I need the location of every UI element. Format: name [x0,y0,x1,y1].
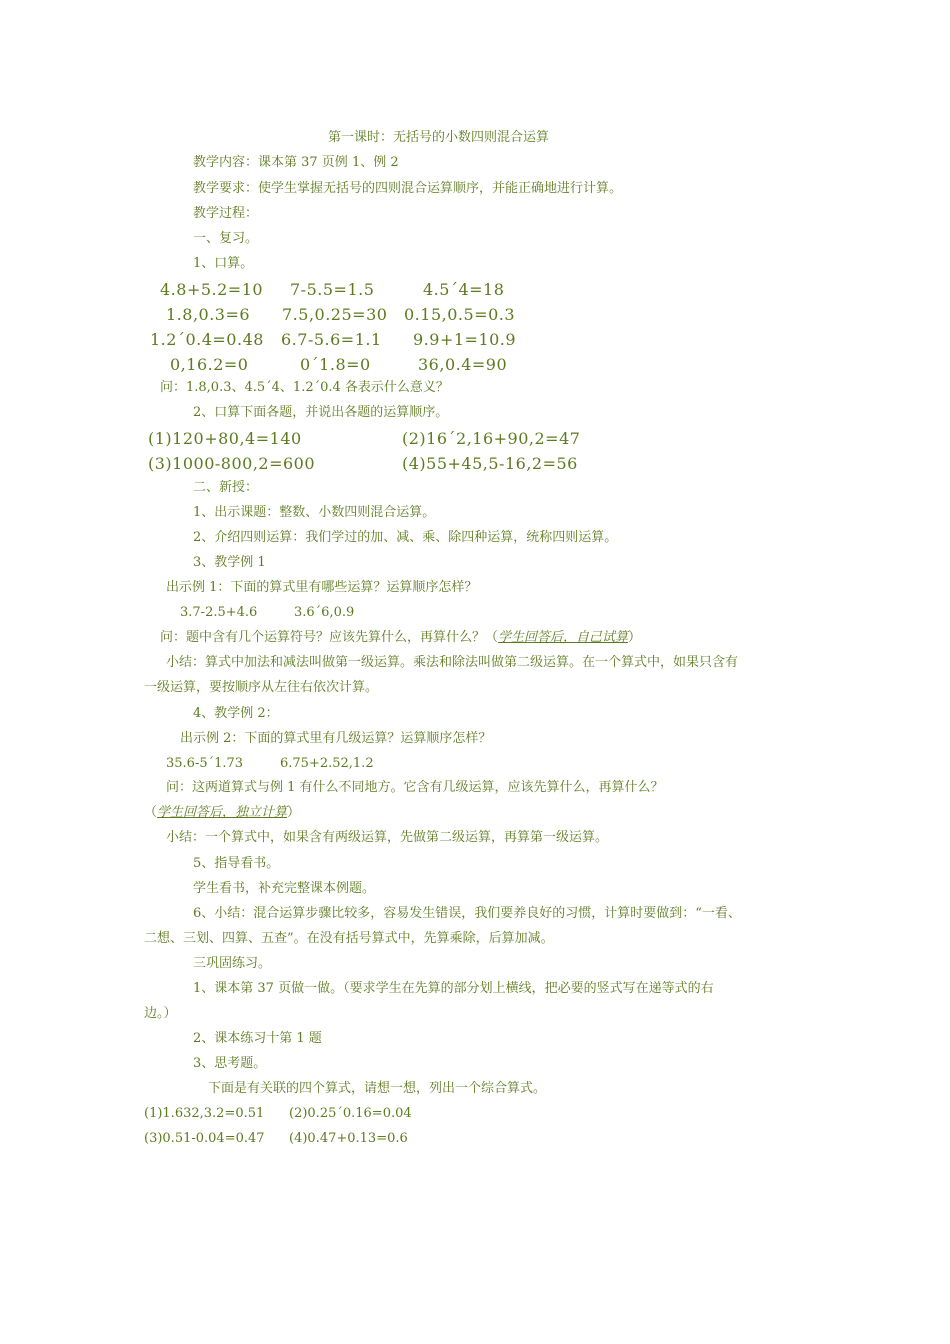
example-1-formula: 3.7-2.5+4.6 [180,605,258,620]
requirement-line: 教学要求：使学生掌握无括号的四则混合运算顺序，并能正确地进行计算。 [193,181,623,196]
read-line: 学生看书，补充完整课本例题。 [193,881,376,896]
oral-item: 1.8,0.3=6 [166,305,251,324]
summary-1-cont: 一级运算，要按顺序从左往右依次计算。 [144,680,379,695]
content-line: 教学内容：课本第 37 页例 1、例 2 [193,155,399,170]
new-item-3: 3、教学例 1 [193,555,266,570]
oral-item: 7-5.5=1.5 [290,280,375,299]
section-practice: 三巩固练习。 [193,956,272,971]
question-3-open: （ [144,805,158,820]
oral-item: 1.2´0.4=0.48 [150,330,264,349]
process-line: 教学过程： [193,206,259,221]
oral-item: 4.8+5.2=10 [160,280,264,299]
oral-item: 0.15,0.5=0.3 [404,305,516,324]
oral-item: 9.9+1=10.9 [413,330,517,349]
oral-heading: 1、口算。 [193,256,254,271]
think-line: 下面是有关联的四个算式，请想一想，列出一个综合算式。 [208,1081,547,1096]
think-formula: (3)0.51-0.04=0.47 [144,1131,265,1146]
question-3-close: ） [287,805,301,820]
page-title: 第一课时：无括号的小数四则混合运算 [328,130,550,145]
question-2-text: 问：题中含有几个运算符号？应该先算什么，再算什么？（ [160,630,499,645]
question-3-note-text: 学生回答后，独立计算 [157,805,288,820]
example-1-formula: 3.6´6,0.9 [294,605,355,620]
section-review: 一、复习。 [193,231,259,246]
think-formula: (4)0.47+0.13=0.6 [289,1131,408,1146]
oral-item: 4.5´4=18 [423,280,505,299]
summary-2: 小结：一个算式中，如果含有两级运算，先做第二级运算，再算第一级运算。 [166,830,609,845]
question-3-note [144,804,300,822]
practice-2: 2、课本练习十第 1 题 [193,1031,322,1046]
think-formula: (2)0.25´0.16=0.04 [289,1106,412,1121]
think-formula: (1)1.632,3.2=0.51 [144,1106,265,1121]
question-2-note: 学生回答后，自己试算 [498,630,629,645]
question-1: 问：1.8,0.3、4.5´4、1.2´0.4 各表示什么意义？ [160,380,449,395]
calc-item: (2)16´2,16+90,2=47 [402,429,581,448]
calc-item: (3)1000-800,2=600 [148,454,316,473]
new-item-6-cont: 二想、三划、四算、五查”。在没有括号算式中，先算乘除，后算加减。 [144,931,554,946]
example-2-formula: 35.6-5´1.73 [166,756,244,771]
oral-item: 7.5,0.25=30 [282,305,388,324]
practice-1-cont: 边。） [144,1006,177,1021]
oral-heading-2: 2、口算下面各题，并说出各题的运算顺序。 [193,405,449,420]
new-item-5: 5、指导看书。 [193,856,280,871]
question-2 [160,629,641,647]
question-3: 问：这两道算式与例 1 有什么不同地方。它含有几级运算，应该先算什么，再算什么？ [166,780,664,795]
oral-item: 0,16.2=0 [170,355,249,374]
new-item-6: 6、小结：混合运算步骤比较多，容易发生错误，我们要养良好的习惯，计算时要做到：“一看、 [193,906,741,921]
section-new: 二、新授： [193,480,259,495]
practice-1: 1、课本第 37 页做一做。（要求学生在先算的部分划上横线，把必要的竖式写在递等式的右 [193,981,714,996]
practice-3: 3、思考题。 [193,1056,267,1071]
oral-item: 6.7-5.6=1.1 [281,330,382,349]
example-1: 出示例 1：下面的算式里有哪些运算？运算顺序怎样？ [166,580,478,595]
summary-1: 小结：算式中加法和减法叫做第一级运算。乘法和除法叫做第二级运算。在一个算式中，如果只含有 [166,655,739,670]
new-item-4: 4、教学例 2： [193,706,279,721]
oral-item: 0´1.8=0 [300,355,371,374]
calc-item: (4)55+45,5-16,2=56 [402,454,578,473]
calc-item: (1)120+80,4=140 [148,429,302,448]
new-item-1: 1、出示课题：整数、小数四则混合运算。 [193,505,436,520]
example-2: 出示例 2：下面的算式里有几级运算？运算顺序怎样？ [180,731,492,746]
new-item-2: 2、介绍四则运算：我们学过的加、减、乘、除四种运算，统称四则运算。 [193,530,618,545]
question-2-close: ） [628,630,642,645]
example-2-formula: 6.75+2.52,1.2 [280,756,374,771]
oral-item: 36,0.4=90 [418,355,508,374]
